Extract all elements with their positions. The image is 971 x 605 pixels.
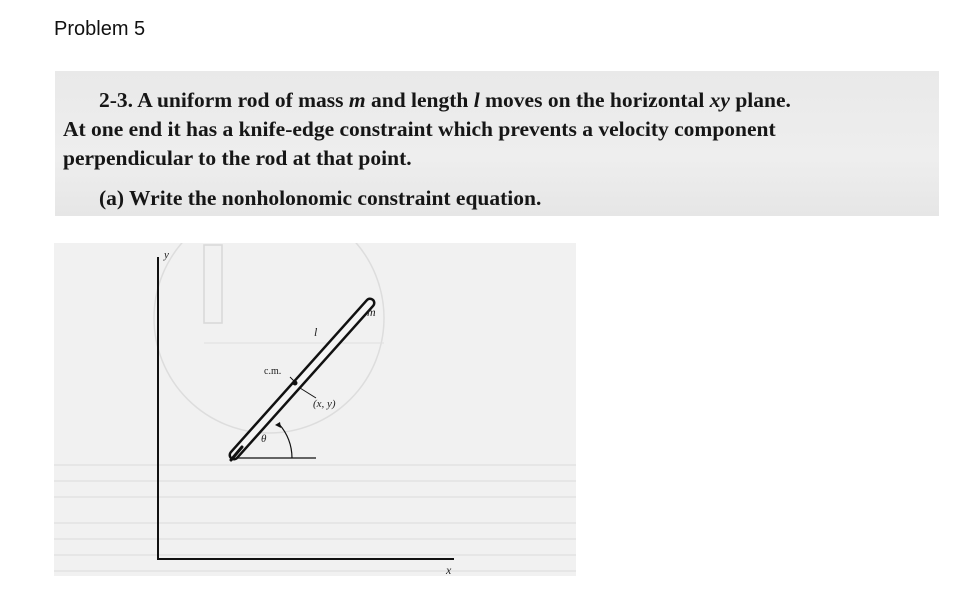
x-axis-label: x [446, 563, 452, 576]
position-label: (x, y) [313, 398, 336, 410]
problem-line-1 [99, 88, 791, 113]
page-heading: Problem 5 [54, 18, 146, 40]
bleed-circle [154, 243, 384, 433]
problem-text-1c: moves on the horizontal [485, 88, 705, 112]
problem-text-1b: and length [371, 88, 469, 112]
length-symbol: l [473, 88, 480, 112]
problem-text-1d: plane. [735, 88, 791, 112]
problem-part-a: (a) Write the nonholonomic constraint equation. [99, 186, 542, 210]
length-label: l [314, 325, 318, 339]
problem-line-2: At one end it has a knife-edge constraint which prevents a velocity component [63, 117, 776, 141]
rod-fill [234, 303, 370, 455]
plane-symbol: xy [709, 88, 730, 112]
y-axis-label: y [164, 249, 169, 261]
mass-label: m [367, 305, 376, 319]
problem-number: 2-3. [99, 88, 134, 112]
problem-line-3: perpendicular to the rod at that point. [63, 146, 412, 170]
angle-arc [279, 424, 292, 458]
rod-figure [54, 243, 576, 576]
cm-label: c.m. [264, 366, 282, 377]
mass-symbol: m [348, 88, 366, 112]
problem-text-1a: A uniform rod of mass [137, 88, 344, 112]
angle-arrowhead [275, 422, 281, 428]
center-of-mass-dot [293, 381, 298, 386]
angle-label: θ [261, 433, 267, 445]
problem-statement-scan [55, 71, 939, 216]
bleed-rect [204, 245, 222, 323]
cm-pointer [300, 388, 316, 398]
